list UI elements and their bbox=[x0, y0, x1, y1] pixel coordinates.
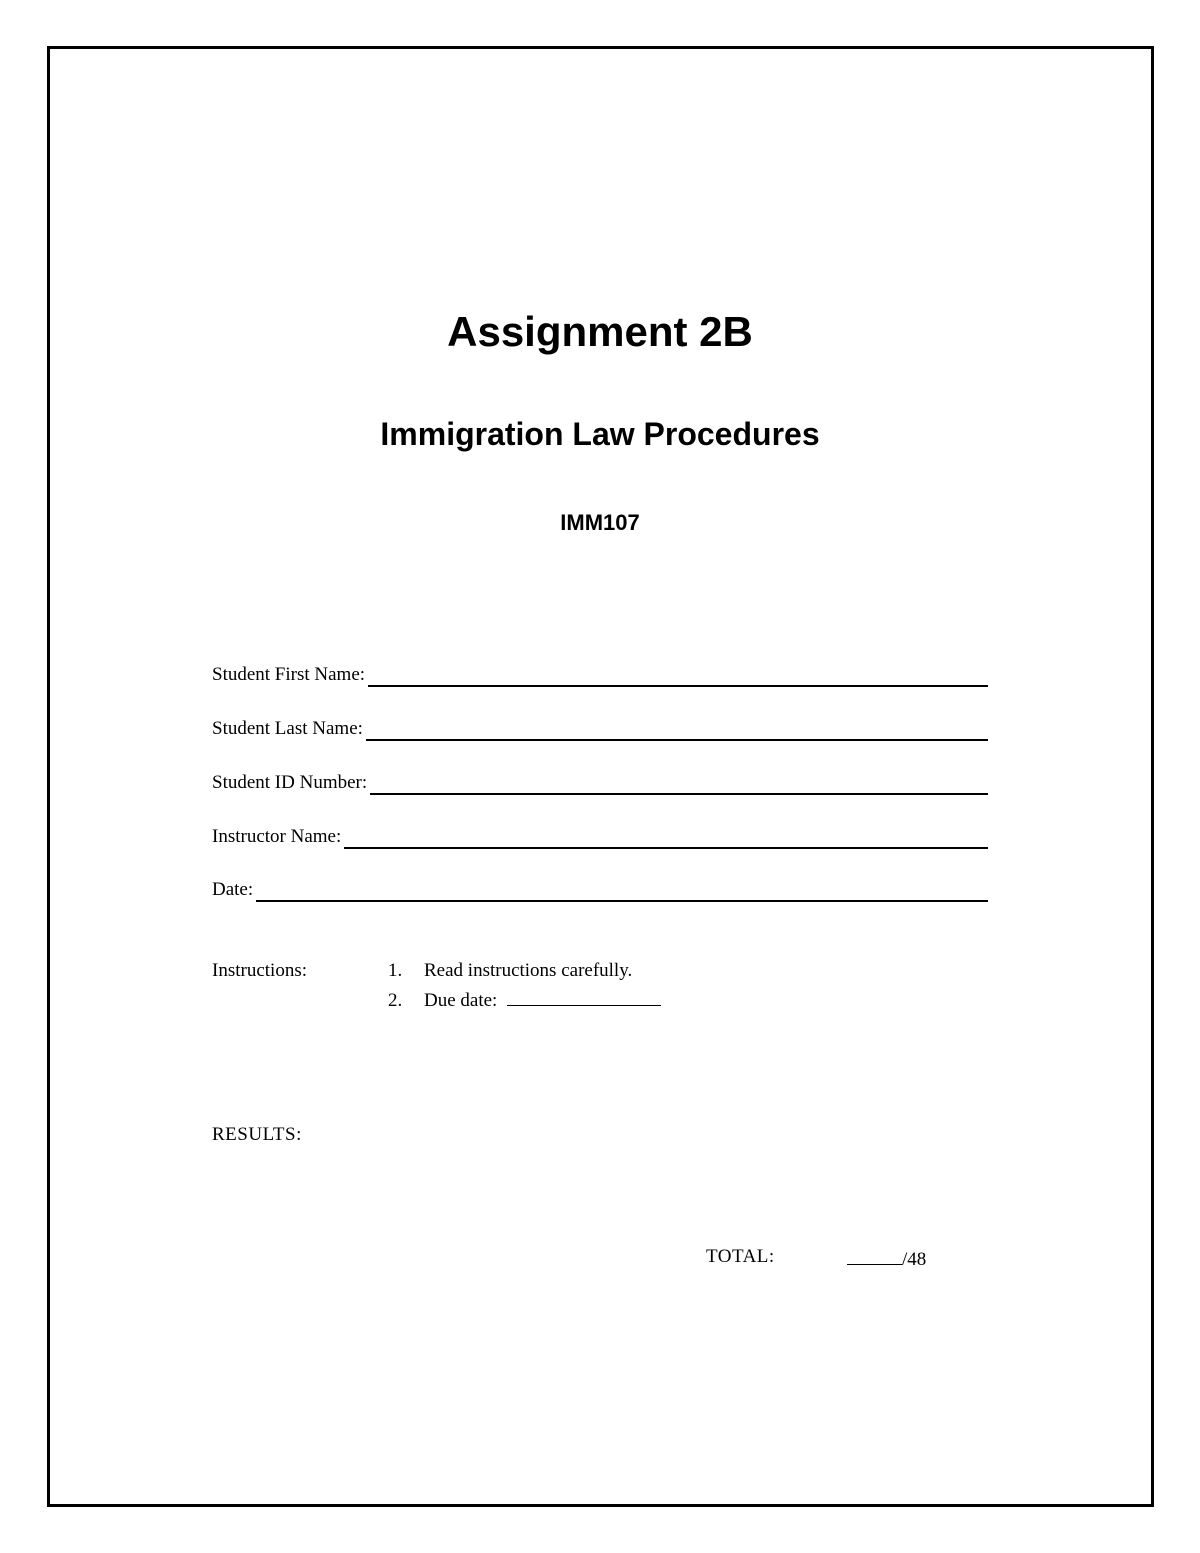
field-label: Instructor Name: bbox=[212, 826, 342, 847]
date-line[interactable] bbox=[256, 877, 988, 902]
instruction-number: 2. bbox=[388, 990, 403, 1011]
instruction-item bbox=[388, 958, 632, 984]
instructions-label: Instructions: bbox=[212, 960, 307, 981]
instruction-number: 1. bbox=[388, 960, 403, 981]
total-label: TOTAL: bbox=[706, 1246, 775, 1267]
total-out-of: /48 bbox=[902, 1249, 927, 1270]
field-label: Student First Name: bbox=[212, 664, 366, 685]
field-student-first-name bbox=[212, 662, 988, 687]
document-subtitle: Immigration Law Procedures bbox=[380, 416, 820, 452]
field-label: Student Last Name: bbox=[212, 718, 363, 739]
document-title: Assignment 2B bbox=[447, 308, 753, 355]
student-id-number-line[interactable] bbox=[370, 770, 988, 795]
field-label: Student ID Number: bbox=[212, 772, 368, 793]
total-score bbox=[847, 1244, 926, 1273]
field-label: Date: bbox=[212, 879, 254, 900]
student-last-name-line[interactable] bbox=[366, 716, 988, 741]
results-label: RESULTS: bbox=[212, 1124, 302, 1145]
instruction-text: Due date: bbox=[424, 990, 498, 1011]
field-date bbox=[212, 877, 988, 902]
field-student-last-name bbox=[212, 716, 988, 741]
student-first-name-line[interactable] bbox=[368, 662, 988, 687]
score-blank[interactable] bbox=[847, 1244, 902, 1265]
field-student-id-number bbox=[212, 770, 988, 795]
instruction-text: Read instructions carefully. bbox=[424, 960, 633, 981]
field-instructor-name bbox=[212, 824, 988, 849]
instructor-name-line[interactable] bbox=[344, 824, 988, 849]
instruction-item bbox=[388, 985, 661, 1014]
course-code: IMM107 bbox=[560, 510, 640, 535]
due-date-blank[interactable] bbox=[507, 985, 661, 1006]
